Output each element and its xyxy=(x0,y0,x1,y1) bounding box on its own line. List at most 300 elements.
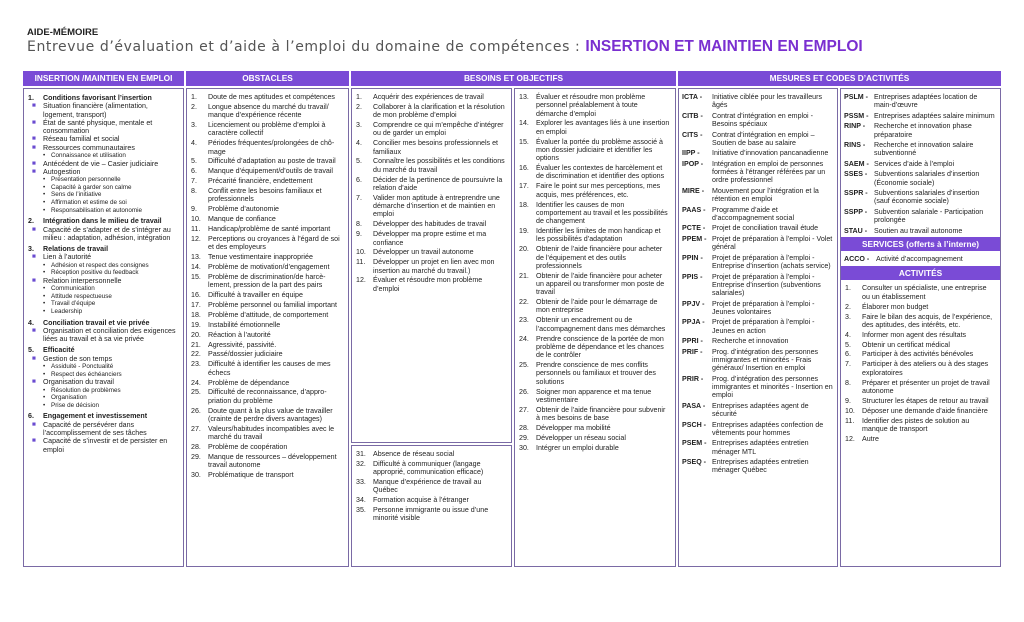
item-number: 3. xyxy=(845,312,851,321)
obstacle-item xyxy=(191,177,344,185)
code-description: Projet de préparation à l’emploi - Volet général xyxy=(712,234,833,252)
section-item-text: Organisation et conciliation des exigences liées au travail et à sa vie privée xyxy=(43,326,176,344)
bullet-dot-icon: • xyxy=(43,307,46,315)
obstacle-item xyxy=(191,215,344,223)
besoin-item xyxy=(356,496,507,504)
section-item-text: Capacité de persévérer dans l’accomplissement de ses tâches xyxy=(43,420,147,437)
codes-list-a xyxy=(679,89,837,475)
section-title-text: Efficacité xyxy=(43,346,75,355)
section-title-text: Relations de travail xyxy=(43,245,109,254)
item-text: Déposer une demande d’aide financière xyxy=(862,406,988,415)
section-subitem-text: Responsabilisation et autonomie xyxy=(51,206,143,214)
code-key: ACCO - xyxy=(844,255,870,264)
besoin-item xyxy=(519,434,671,442)
title-prefix: Entrevue d’évaluation et d’aide à l’emploi du domaine de compétences : xyxy=(27,39,586,55)
section-item-text: Capacité de s’adapter et de s’intégrer au milieu : adaptation, adhésion, intégration xyxy=(43,225,171,242)
obstacle-item xyxy=(191,103,344,120)
section-title-text: Conciliation travail et vie privée xyxy=(43,318,150,327)
section-item-text: Relation interpersonnelle xyxy=(43,276,122,285)
section-subitem xyxy=(28,293,179,301)
bullet-dot-icon: • xyxy=(43,269,46,277)
page-title xyxy=(27,38,863,56)
section-number: 4. xyxy=(28,318,34,327)
item-text: Prendre conscience de la portée de mon problème de dépendance et les chances de le contrôler xyxy=(536,334,664,360)
section-item-text: Ressources communautaires xyxy=(43,143,135,152)
code-description: Projet de préparation à l’emploi - Entreprise d’insertion (achats service) xyxy=(712,253,831,271)
item-text: Participer à des activités bénévoles xyxy=(862,350,974,359)
code-description: Subvention salariale - Participation prolongée xyxy=(874,207,984,225)
section-item-text: Gestion de son temps xyxy=(43,354,113,363)
item-text: Développer un réseau social xyxy=(536,433,626,442)
besoin-item xyxy=(356,139,507,156)
obstacle-item xyxy=(191,443,344,451)
code-row xyxy=(682,187,834,204)
besoins-column-c xyxy=(514,88,676,567)
code-row xyxy=(682,235,834,252)
header-obstacles: OBSTACLES xyxy=(186,71,349,86)
item-text: Décider de la pertinence de poursuivre la relation d’aide xyxy=(373,175,503,192)
item-text: Identifier les limites de mon handicap et les possibilités d’adaptation xyxy=(536,227,661,244)
item-number: 20. xyxy=(519,245,529,254)
section-item xyxy=(28,226,179,243)
item-number: 13. xyxy=(519,93,529,101)
item-number: 14. xyxy=(191,263,201,272)
activite-item xyxy=(845,303,996,311)
code-key: RINS - xyxy=(844,141,866,150)
item-text: Problème personnel ou familial important xyxy=(208,301,337,310)
section-number: 3. xyxy=(28,245,34,254)
code-row xyxy=(682,402,834,419)
item-text: Concilier mes besoins professionnels et familiaux xyxy=(373,139,498,156)
item-text: Évaluer et résoudre mon problème personnel préalablement à toute démarche d’emploi xyxy=(536,93,646,118)
insertion-section xyxy=(28,346,179,409)
besoins-column-a xyxy=(351,88,512,443)
item-text: Problème de motivation/d’engagement xyxy=(208,263,330,272)
item-text: Manque d’équipement/d’outils de travail xyxy=(208,167,334,176)
code-key: PPIS - xyxy=(682,272,703,281)
code-key: CITS - xyxy=(682,130,703,139)
item-number: 27. xyxy=(519,405,529,414)
item-number: 2. xyxy=(845,302,851,311)
besoin-item xyxy=(356,460,507,477)
item-number: 16. xyxy=(519,164,529,173)
bullet-dot-icon: • xyxy=(43,152,46,160)
item-text: Développer des habitudes de travail xyxy=(373,220,487,229)
besoin-item xyxy=(356,121,507,138)
code-description: Entreprises adaptées entretien ménager MTL xyxy=(712,439,809,456)
item-text: Faire le bilan des acquis, de l’expérience, des aptitudes, des intérêts, etc. xyxy=(862,312,993,329)
obstacle-item xyxy=(191,291,344,299)
code-row xyxy=(682,206,834,223)
item-number: 6. xyxy=(845,350,851,359)
item-number: 10. xyxy=(845,406,855,415)
item-number: 18. xyxy=(191,310,201,319)
obstacle-item xyxy=(191,253,344,261)
code-description: Recherche et innovation phase préparatoire xyxy=(874,122,972,139)
code-description: Entreprises adaptées agent de sécurité xyxy=(712,401,809,419)
code-row xyxy=(682,337,834,345)
memo-table xyxy=(23,71,1001,567)
section-item xyxy=(28,327,179,344)
item-text: Problématique de transport xyxy=(208,471,294,480)
code-key: ICTA - xyxy=(682,93,703,101)
besoins-list-b xyxy=(352,446,511,523)
item-text: Obtenir de l’aide pour le démarrage de mon entreprise xyxy=(536,298,658,315)
item-number: 8. xyxy=(845,378,851,387)
item-number: 30. xyxy=(519,443,529,452)
code-description: Projet de préparation à l’emploi - Jeunes volontaires xyxy=(712,299,815,316)
item-text: Conflit entre les besoins familiaux et professionnels xyxy=(208,187,322,204)
code-description: Prog. d’intégration des personnes immigrantes et minorités - Insertion en emploi xyxy=(712,374,833,400)
item-number: 29. xyxy=(191,452,201,461)
section-item xyxy=(28,437,179,454)
code-key: RINP - xyxy=(844,122,866,131)
obstacle-item xyxy=(191,235,344,252)
item-text: Évaluer la portée du problème associé à mon dossier judiciaire et identifier les options xyxy=(536,137,663,163)
obstacles-list xyxy=(187,89,348,479)
item-number: 14. xyxy=(519,119,529,128)
code-row xyxy=(682,348,834,373)
item-number: 15. xyxy=(191,272,201,281)
item-text: Explorer les avantages liés à une insertion en emploi xyxy=(536,119,670,136)
item-number: 22. xyxy=(519,298,529,307)
code-key: PPEM - xyxy=(682,234,707,243)
code-key: STAU - xyxy=(844,226,868,235)
item-number: 23. xyxy=(519,316,529,325)
section-subitem-text: Respect des échéanciers xyxy=(51,370,122,378)
bullet-dot-icon: • xyxy=(43,401,46,409)
besoin-item xyxy=(356,194,507,219)
item-text: Développer ma mobilité xyxy=(536,423,611,432)
item-number: 24. xyxy=(519,334,529,343)
code-row xyxy=(844,255,997,263)
code-key: IPOP - xyxy=(682,159,704,168)
obstacle-item xyxy=(191,407,344,424)
title-main: INSERTION ET MAINTIEN EN EMPLOI xyxy=(585,38,863,55)
section-title xyxy=(28,412,179,420)
obstacle-item xyxy=(191,311,344,319)
services-header: SERVICES (offerts à l’interne) xyxy=(841,237,1000,251)
obstacle-item xyxy=(191,350,344,358)
bullet-dot-icon: • xyxy=(43,292,46,300)
activites-list xyxy=(841,280,1000,443)
item-number: 19. xyxy=(519,227,529,236)
code-key: IIPP - xyxy=(682,149,700,158)
code-description: Recherche et innovation xyxy=(712,337,789,346)
code-key: PPRI - xyxy=(682,337,703,346)
code-key: MIRE - xyxy=(682,186,705,195)
obstacle-item xyxy=(191,263,344,271)
codes-list-b xyxy=(841,89,1000,235)
obstacle-item xyxy=(191,187,344,204)
section-title-text: Engagement et investissement xyxy=(43,412,148,421)
item-number: 11. xyxy=(356,258,366,267)
code-key: PSCH - xyxy=(682,420,707,429)
item-number: 12. xyxy=(356,276,366,285)
besoin-item xyxy=(519,164,671,181)
item-text: Développer un projet en lien avec mon insertion au marché du travail.) xyxy=(373,258,495,275)
section-item xyxy=(28,253,179,261)
obstacle-item xyxy=(191,360,344,377)
item-text: Passé/dossier judiciaire xyxy=(208,350,283,359)
besoin-item xyxy=(519,298,671,315)
item-number: 17. xyxy=(519,182,529,191)
section-subitem xyxy=(28,262,179,270)
item-number: 27. xyxy=(191,424,201,433)
section-subitem-text: Assiduité - Ponctualité xyxy=(51,363,114,371)
bullet-square-icon: ■ xyxy=(32,378,36,386)
section-subitem xyxy=(28,402,179,410)
item-text: Personne immigrante ou issue d’une minorité visible xyxy=(373,506,489,523)
item-number: 10. xyxy=(356,248,366,257)
bullet-dot-icon: • xyxy=(43,285,46,293)
section-number: 1. xyxy=(28,94,34,102)
code-row xyxy=(844,141,997,158)
item-number: 22. xyxy=(191,350,201,359)
code-key: PSSM - xyxy=(844,111,869,120)
obstacle-item xyxy=(191,273,344,290)
item-text: Doute quant à la plus value de travailler (crainte de perdre divers avantages) xyxy=(208,406,333,423)
obstacle-item xyxy=(191,388,344,405)
section-item-text: Antécédent de vie – Casier judiciaire xyxy=(43,159,159,168)
item-text: Problème d’attitude, de comportement xyxy=(208,310,329,319)
item-number: 2. xyxy=(356,102,362,111)
code-row xyxy=(844,170,997,187)
item-text: Difficulté à identifier les causes de mes échecs xyxy=(208,360,331,377)
item-text: Préparer et présenter un projet de travail autonome xyxy=(862,378,990,395)
besoin-item xyxy=(519,316,671,333)
item-text: Développer un travail autonome xyxy=(373,248,474,257)
besoin-item xyxy=(356,258,507,275)
section-subitem-text: Sens de l’initiative xyxy=(51,191,102,199)
item-text: Obtenir de l’aide financière pour acheter un appareil ou transformer mon poste de travail xyxy=(536,271,665,297)
item-number: 25. xyxy=(191,388,201,397)
item-number: 33. xyxy=(356,478,366,487)
item-number: 21. xyxy=(519,271,529,280)
item-text: Manque d’expérience de travail au Québec xyxy=(373,478,482,495)
section-subitem xyxy=(28,199,179,207)
item-text: Doute de mes aptitudes et compétences xyxy=(208,93,335,101)
item-text: Évaluer les contextes de harcèlement et de discrimination et identifier des options xyxy=(536,164,665,181)
bullet-dot-icon: • xyxy=(43,176,46,184)
activite-item xyxy=(845,350,996,358)
besoin-item xyxy=(519,406,671,423)
item-text: Absence de réseau social xyxy=(373,450,455,458)
code-row xyxy=(682,273,834,298)
section-subitem xyxy=(28,152,179,160)
item-number: 10. xyxy=(191,215,201,224)
item-number: 5. xyxy=(356,157,362,166)
item-text: Problème de coopération xyxy=(208,443,288,452)
activite-item xyxy=(845,331,996,339)
section-subitem xyxy=(28,191,179,199)
bullet-square-icon: ■ xyxy=(32,437,36,445)
code-row xyxy=(844,189,997,206)
item-number: 7. xyxy=(191,177,197,186)
code-row xyxy=(844,208,997,225)
besoin-item xyxy=(356,176,507,193)
item-text: Difficulté à travailler en équipe xyxy=(208,291,303,300)
item-number: 30. xyxy=(191,471,201,480)
section-item-text: Lien à l’autorité xyxy=(43,253,92,262)
section-subitem xyxy=(28,207,179,215)
header-besoins: BESOINS ET OBJECTIFS xyxy=(351,71,676,86)
item-text: Informer mon agent des résultats xyxy=(862,330,967,339)
code-key: PRIR - xyxy=(682,374,704,383)
code-description: Entreprises adaptées location de main-d’œuvre xyxy=(874,93,978,110)
item-number: 18. xyxy=(519,200,529,209)
item-text: Obtenir un encadrement ou de l’accompagnement dans mes démarches xyxy=(536,316,666,333)
code-key: PCTE - xyxy=(682,224,706,233)
insertion-section xyxy=(28,319,179,344)
item-number: 11. xyxy=(845,416,855,425)
code-row xyxy=(682,131,834,148)
codes-column-a xyxy=(678,88,838,567)
item-text: Agressivité, passivité. xyxy=(208,340,277,349)
code-key: SSPP - xyxy=(844,207,868,216)
besoin-item xyxy=(519,361,671,386)
activite-item xyxy=(845,341,996,349)
item-number: 15. xyxy=(519,137,529,146)
bullet-square-icon: ■ xyxy=(32,143,36,151)
section-subitem-text: Travail d’équipe xyxy=(51,300,96,308)
code-row xyxy=(682,439,834,456)
code-row xyxy=(682,375,834,400)
section-item xyxy=(28,277,179,285)
activite-item xyxy=(845,397,996,405)
code-key: PAAS - xyxy=(682,205,706,214)
item-number: 4. xyxy=(191,139,197,148)
item-text: Autre xyxy=(862,434,879,443)
section-item-text: Autogestion xyxy=(43,167,81,176)
bullet-square-icon: ■ xyxy=(32,420,36,428)
code-row xyxy=(682,224,834,232)
item-number: 5. xyxy=(845,340,851,349)
activite-item xyxy=(845,417,996,434)
section-subitem-text: Présentation personnelle xyxy=(51,176,121,184)
obstacle-item xyxy=(191,453,344,470)
code-description: Contrat d’intégration en emploi - Besoins spéciaux xyxy=(712,111,813,129)
obstacle-item xyxy=(191,341,344,349)
codes-column-b xyxy=(840,88,1001,567)
code-key: PPJV - xyxy=(682,299,705,308)
besoin-item xyxy=(519,93,671,118)
code-row xyxy=(844,227,997,235)
code-row xyxy=(844,122,997,139)
section-item xyxy=(28,144,179,152)
code-description: Projet de préparation à l’emploi - Entreprise d’insertion (subventions salariales) xyxy=(712,272,821,298)
activite-item xyxy=(845,313,996,330)
besoin-item xyxy=(519,227,671,244)
item-text: Handicap/problème de santé important xyxy=(208,225,331,234)
bullet-square-icon: ■ xyxy=(32,102,36,110)
bullet-square-icon: ■ xyxy=(32,159,36,167)
besoin-item xyxy=(519,138,671,163)
code-description: Initiative d’innovation pancanadienne xyxy=(712,149,829,158)
item-number: 6. xyxy=(191,167,197,176)
item-text: Participer à des ateliers ou à des stages exploratoires xyxy=(862,360,989,377)
besoin-item xyxy=(519,201,671,226)
section-subitem-text: Résolution de problèmes xyxy=(51,386,121,394)
besoin-item xyxy=(356,157,507,174)
besoin-item xyxy=(519,119,671,136)
item-number: 28. xyxy=(191,443,201,452)
item-text: Difficulté à communiquer (langage approprié, communication efficace) xyxy=(373,459,484,477)
code-description: Subventions salariales d’insertion (Économie sociale) xyxy=(874,170,980,187)
section-item xyxy=(28,378,179,386)
bullet-dot-icon: • xyxy=(43,199,46,207)
item-number: 32. xyxy=(356,459,366,468)
item-number: 8. xyxy=(191,187,197,196)
code-row xyxy=(844,112,997,120)
besoin-item xyxy=(356,103,507,120)
item-text: Périodes fréquentes/prolongées de chô- mage xyxy=(208,139,335,156)
section-number: 6. xyxy=(28,412,34,421)
item-number: 1. xyxy=(845,284,851,293)
section-item xyxy=(28,102,179,119)
item-number: 26. xyxy=(519,387,529,396)
item-text: Évaluer et résoudre mon problème d’emploi xyxy=(373,276,483,293)
activites-header: ACTIVITÉS xyxy=(841,266,1000,280)
item-number: 9. xyxy=(191,205,197,214)
item-number: 25. xyxy=(519,361,529,370)
section-subitem xyxy=(28,176,179,184)
code-description: Intégration en emploi de personnes formées à l’étranger référées par un ordre professionnel xyxy=(712,159,826,185)
code-key: PSEM - xyxy=(682,439,707,448)
item-number: 12. xyxy=(845,434,855,443)
obstacle-item xyxy=(191,167,344,175)
code-description: Mouvement pour l’intégration et la rétention en emploi xyxy=(712,186,819,204)
item-text: Manque de confiance xyxy=(208,215,276,224)
item-number: 2. xyxy=(191,102,197,111)
section-subitem xyxy=(28,308,179,316)
item-text: Précarité financière, endettement xyxy=(208,177,313,186)
section-title xyxy=(28,245,179,253)
obstacle-item xyxy=(191,331,344,339)
besoin-item xyxy=(356,93,507,101)
item-text: Réaction à l’autorité xyxy=(208,330,271,339)
item-number: 19. xyxy=(191,320,201,329)
section-subitem-text: Communication xyxy=(51,285,95,293)
code-row xyxy=(682,149,834,157)
section-subitem-text: Leadership xyxy=(51,307,83,315)
section-item-text: Organisation du travail xyxy=(43,378,114,387)
section-subitem xyxy=(28,184,179,192)
item-number: 35. xyxy=(356,506,366,515)
item-text: Connaître les possibilités et les conditions du marché du travail xyxy=(373,157,505,174)
code-row xyxy=(682,160,834,185)
code-key: SSPR - xyxy=(844,189,868,198)
code-description: Subventions salariales d’insertion (sauf économie sociale) xyxy=(874,189,980,206)
code-row xyxy=(682,254,834,271)
bullet-square-icon: ■ xyxy=(32,118,36,126)
section-subitem-text: Capacité à garder son calme xyxy=(51,183,132,191)
item-text: Problème d’autonomie xyxy=(208,205,279,214)
item-number: 9. xyxy=(845,396,851,405)
code-row xyxy=(682,112,834,129)
insertion-column xyxy=(23,88,184,567)
code-row xyxy=(844,93,997,110)
bullet-dot-icon: • xyxy=(43,370,46,378)
code-key: CITB - xyxy=(682,111,703,120)
item-text: Faire le point sur mes perceptions, mes acquis, mes préférences, etc. xyxy=(536,182,661,199)
insertion-section xyxy=(28,245,179,315)
code-description: Projet de conciliation travail étude xyxy=(712,224,819,233)
besoin-item xyxy=(356,220,507,228)
item-text: Prendre conscience de mes conflits personnels ou familiaux et trouver des solutions xyxy=(536,361,656,386)
section-title-text: Intégration dans le milieu de travail xyxy=(43,217,162,226)
item-number: 26. xyxy=(191,406,201,415)
